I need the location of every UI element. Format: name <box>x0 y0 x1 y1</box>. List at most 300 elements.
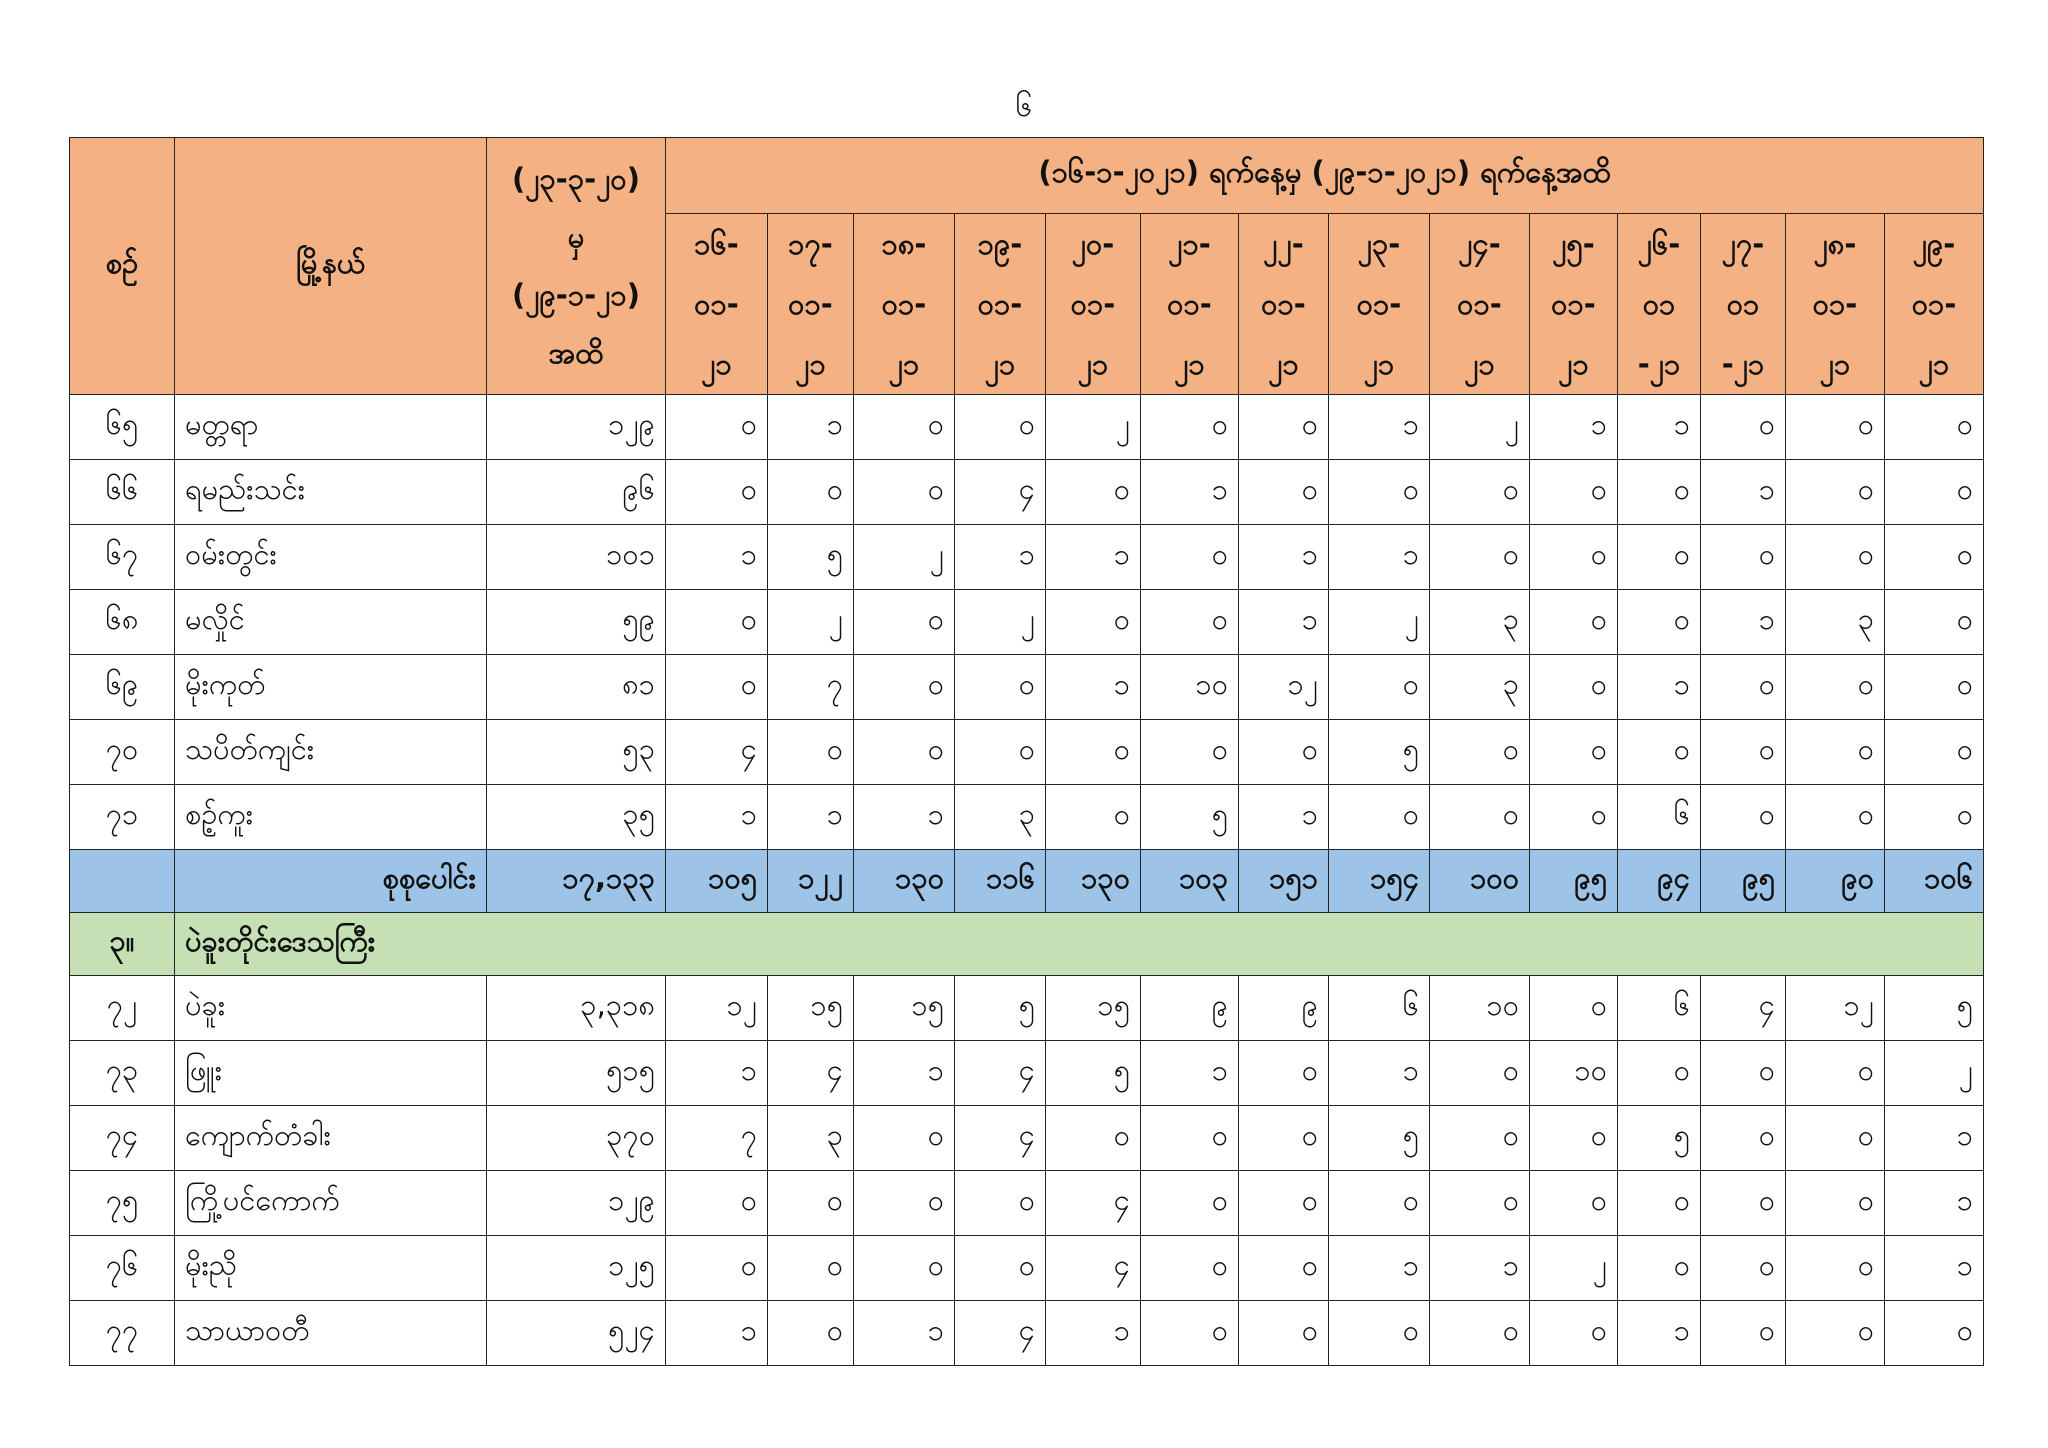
subtotal-value: ၁၀၀ <box>1430 850 1530 913</box>
daily-value: ၄ <box>955 1106 1046 1171</box>
date-part: ၀၁- <box>788 287 833 321</box>
daily-value: ၀ <box>1329 460 1430 525</box>
date-part: ၁၈- <box>881 227 927 261</box>
daily-value: ၀ <box>666 1171 768 1236</box>
table-row <box>70 1236 1984 1301</box>
daily-value: ၄ <box>1046 1171 1141 1236</box>
daily-value: ၁ <box>1530 395 1618 460</box>
date-part: ၂၁ <box>701 347 732 381</box>
daily-value: ၁ <box>1430 1236 1530 1301</box>
daily-value: ၀ <box>1239 1236 1329 1301</box>
daily-value: ၀ <box>1786 655 1885 720</box>
daily-value: ၀ <box>1618 460 1701 525</box>
daily-value: ၁ <box>1885 1236 1984 1301</box>
daily-value: ၀ <box>1141 1106 1239 1171</box>
daily-value: ၀ <box>1701 655 1786 720</box>
daily-value: ၁ <box>1701 590 1786 655</box>
table-row <box>70 1106 1984 1171</box>
table-row <box>70 1301 1984 1366</box>
daily-value: ၀ <box>1046 460 1141 525</box>
daily-value: ၁ <box>1329 1041 1430 1106</box>
subtotal-value: ၁၂၂ <box>768 850 854 913</box>
daily-value: ၀ <box>768 1301 854 1366</box>
daily-value: ၀ <box>1530 1171 1618 1236</box>
daily-value: ၀ <box>955 720 1046 785</box>
daily-value: ၀ <box>1618 1041 1701 1106</box>
date-part: ၀၁- <box>1356 287 1402 321</box>
row-index: ၇၆ <box>70 1236 175 1301</box>
subtotal-value: ၉၄ <box>1618 850 1701 913</box>
date-part: ၀၁- <box>1070 287 1116 321</box>
date-part: ၂၆- <box>1637 227 1681 261</box>
daily-value: ၅ <box>1141 785 1239 850</box>
daily-value: ၀ <box>1530 1301 1618 1366</box>
daily-value: ၁ <box>1618 395 1701 460</box>
header-date <box>1329 214 1430 395</box>
header-date <box>955 214 1046 395</box>
region-name: ပဲခူးတိုင်းဒေသကြီး <box>175 913 1984 976</box>
header-date <box>1885 214 1984 395</box>
table-row <box>70 655 1984 720</box>
table-header <box>70 138 1984 395</box>
daily-value: ၀ <box>1885 460 1984 525</box>
row-index: ၆၆ <box>70 460 175 525</box>
daily-value: ၀ <box>1701 785 1786 850</box>
daily-value: ၄ <box>666 720 768 785</box>
daily-value: ၀ <box>666 655 768 720</box>
cumulative-total: ၅၁၅ <box>487 1041 666 1106</box>
daily-value: ၂ <box>1885 1041 1984 1106</box>
daily-value: ၀ <box>1329 655 1430 720</box>
daily-value: ၀ <box>1618 525 1701 590</box>
cumulative-line-3: (၂၉-၁-၂၁) <box>511 278 640 312</box>
daily-value: ၁၀ <box>1530 1041 1618 1106</box>
daily-value: ၀ <box>1701 525 1786 590</box>
daily-value: ၀ <box>666 1236 768 1301</box>
daily-value: ၀ <box>1530 525 1618 590</box>
subtotal-value: ၉၅ <box>1701 850 1786 913</box>
cumulative-line-2: မှ <box>567 220 585 254</box>
daily-value: ၀ <box>1430 1301 1530 1366</box>
township-name: ရမည်းသင်း <box>175 460 487 525</box>
daily-value: ၇ <box>768 655 854 720</box>
header-township: မြို့နယ် <box>175 138 487 395</box>
daily-value: ၁၅ <box>768 976 854 1041</box>
daily-value: ၀ <box>1885 590 1984 655</box>
daily-value: ၀ <box>854 1171 955 1236</box>
daily-value: ၀ <box>1141 395 1239 460</box>
date-part: ၂၁ <box>1174 347 1205 381</box>
daily-value: ၀ <box>1430 525 1530 590</box>
daily-value: ၁ <box>666 525 768 590</box>
township-name: သပိတ်ကျင်း <box>175 720 487 785</box>
cumulative-total: ၅၉ <box>487 590 666 655</box>
daily-value: ၁ <box>1239 525 1329 590</box>
daily-value: ၀ <box>1530 785 1618 850</box>
date-part: ၂၀- <box>1071 227 1115 261</box>
daily-value: ၁ <box>1046 1301 1141 1366</box>
daily-value: ၀ <box>1885 655 1984 720</box>
daily-value: ၀ <box>1046 720 1141 785</box>
township-name: ဖြူး <box>175 1041 487 1106</box>
daily-value: ၀ <box>1239 720 1329 785</box>
row-index: ၇၁ <box>70 785 175 850</box>
township-name: မလှိုင် <box>175 590 487 655</box>
date-part: ၀၁- <box>694 287 739 321</box>
date-part: ၁၉- <box>977 227 1023 261</box>
daily-value: ၆ <box>1329 976 1430 1041</box>
date-part: ၁၇- <box>788 227 833 261</box>
table-row <box>70 720 1984 785</box>
daily-value: ၀ <box>666 395 768 460</box>
daily-value: ၀ <box>666 590 768 655</box>
township-name: ဝမ်းတွင်း <box>175 525 487 590</box>
subtotal-value: ၉၅ <box>1530 850 1618 913</box>
daily-value: ၀ <box>1786 1236 1885 1301</box>
subtotal-row <box>70 850 1984 913</box>
row-index: ၆၇ <box>70 525 175 590</box>
township-name: ကြို့ပင်ကောက် <box>175 1171 487 1236</box>
daily-value: ၆ <box>1618 976 1701 1041</box>
date-part: ၀၁- <box>881 287 927 321</box>
daily-value: ၃ <box>768 1106 854 1171</box>
daily-value: ၀ <box>1141 1301 1239 1366</box>
daily-value: ၀ <box>955 1171 1046 1236</box>
daily-value: ၀ <box>1786 785 1885 850</box>
date-part: ၂၇- <box>1721 227 1765 261</box>
daily-value: ၃ <box>1786 590 1885 655</box>
daily-value: ၁ <box>666 785 768 850</box>
daily-value: ၀ <box>1530 976 1618 1041</box>
daily-value: ၀ <box>1618 720 1701 785</box>
daily-value: ၀ <box>1786 460 1885 525</box>
cumulative-line-1: (၂၃-၃-၂၀) <box>511 162 640 196</box>
date-part: ၀၁ <box>1642 287 1676 321</box>
subtotal-value: ၁၁၆ <box>955 850 1046 913</box>
covid-cases-table <box>69 137 1984 1366</box>
daily-value: ၀ <box>1701 1106 1786 1171</box>
daily-value: ၉ <box>1141 976 1239 1041</box>
daily-value: ၀ <box>1618 1171 1701 1236</box>
daily-value: ၀ <box>1329 785 1430 850</box>
daily-value: ၀ <box>1430 460 1530 525</box>
row-index: ၇၄ <box>70 1106 175 1171</box>
daily-value: ၀ <box>1786 1106 1885 1171</box>
daily-value: ၀ <box>1701 1171 1786 1236</box>
daily-value: ၂ <box>1530 1236 1618 1301</box>
table-row <box>70 976 1984 1041</box>
date-part: ၂၁ <box>1077 347 1109 381</box>
date-part: ၂၁ <box>1819 347 1851 381</box>
daily-value: ၀ <box>1530 460 1618 525</box>
header-date <box>1701 214 1786 395</box>
date-part: ၂၁ <box>1558 347 1589 381</box>
daily-value: ၀ <box>1885 785 1984 850</box>
header-date <box>1530 214 1618 395</box>
daily-value: ၁ <box>768 785 854 850</box>
daily-value: ၀ <box>1239 1041 1329 1106</box>
daily-value: ၀ <box>1430 1171 1530 1236</box>
daily-value: ၄ <box>1701 976 1786 1041</box>
date-part: ၂၁ <box>1268 347 1299 381</box>
table-row <box>70 1041 1984 1106</box>
daily-value: ၀ <box>1329 1171 1430 1236</box>
daily-value: ၄ <box>955 460 1046 525</box>
daily-value: ၀ <box>955 1236 1046 1301</box>
row-index: ၇၀ <box>70 720 175 785</box>
date-part: ၀၁ <box>1726 287 1760 321</box>
daily-value: ၀ <box>854 1236 955 1301</box>
cumulative-total: ၈၁ <box>487 655 666 720</box>
daily-value: ၂ <box>1430 395 1530 460</box>
daily-value: ၁၅ <box>1046 976 1141 1041</box>
header-date <box>854 214 955 395</box>
daily-value: ၁ <box>666 1041 768 1106</box>
daily-value: ၁ <box>1885 1171 1984 1236</box>
daily-value: ၀ <box>768 460 854 525</box>
daily-value: ၀ <box>1786 395 1885 460</box>
daily-value: ၀ <box>1530 720 1618 785</box>
township-name: သာယာဝတီ <box>175 1301 487 1366</box>
cumulative-total: ၃,၃၁၈ <box>487 976 666 1041</box>
daily-value: ၁ <box>768 395 854 460</box>
daily-value: ၁ <box>1046 655 1141 720</box>
daily-value: ၀ <box>1786 1171 1885 1236</box>
daily-value: ၁ <box>1141 1041 1239 1106</box>
daily-value: ၁၂ <box>666 976 768 1041</box>
daily-value: ၀ <box>1618 590 1701 655</box>
daily-value: ၆ <box>1618 785 1701 850</box>
daily-value: ၀ <box>1329 1301 1430 1366</box>
table-row <box>70 785 1984 850</box>
date-part: ၁၆- <box>694 227 739 261</box>
daily-value: ၀ <box>1430 1106 1530 1171</box>
cumulative-total: ၉၆ <box>487 460 666 525</box>
daily-value: ၁ <box>854 1301 955 1366</box>
daily-value: ၀ <box>854 460 955 525</box>
township-name: ပဲခူး <box>175 976 487 1041</box>
date-part: ၀၁- <box>1167 287 1212 321</box>
daily-value: ၀ <box>1239 1301 1329 1366</box>
daily-value: ၀ <box>1530 1106 1618 1171</box>
daily-value: ၅ <box>1046 1041 1141 1106</box>
daily-value: ၁ <box>1329 1236 1430 1301</box>
subtotal-value: ၁၀၅ <box>666 850 768 913</box>
cumulative-total: ၃၅ <box>487 785 666 850</box>
daily-value: ၅ <box>1885 976 1984 1041</box>
table-row <box>70 395 1984 460</box>
township-name: မိုးကုတ် <box>175 655 487 720</box>
daily-value: ၀ <box>1046 785 1141 850</box>
daily-value: ၂ <box>1046 395 1141 460</box>
daily-value: ၁ <box>854 785 955 850</box>
cumulative-total: ၅၃ <box>487 720 666 785</box>
daily-value: ၀ <box>955 655 1046 720</box>
header-date <box>1239 214 1329 395</box>
daily-value: ၀ <box>768 1236 854 1301</box>
daily-value: ၀ <box>854 590 955 655</box>
subtotal-value: ၉၀ <box>1786 850 1885 913</box>
date-part: ၂၄- <box>1458 227 1501 261</box>
daily-value: ၃ <box>955 785 1046 850</box>
daily-value: ၁ <box>1329 395 1430 460</box>
daily-value: ၀ <box>1701 720 1786 785</box>
daily-value: ၅ <box>1329 720 1430 785</box>
daily-value: ၃ <box>1430 655 1530 720</box>
daily-value: ၀ <box>854 1106 955 1171</box>
daily-value: ၀ <box>768 720 854 785</box>
date-part: ၂၁ <box>1464 347 1495 381</box>
subtotal-blank <box>70 850 175 913</box>
subtotal-value: ၁၅၄ <box>1329 850 1430 913</box>
date-part: ၂၉- <box>1912 227 1956 261</box>
daily-value: ၂ <box>955 590 1046 655</box>
cumulative-total: ၁၂၉ <box>487 395 666 460</box>
daily-value: ၂ <box>768 590 854 655</box>
subtotal-cumulative: ၁၇,၁၃၃ <box>487 850 666 913</box>
header-date <box>1618 214 1701 395</box>
daily-value: ၂ <box>854 525 955 590</box>
date-part: ၂၁- <box>1168 227 1211 261</box>
daily-value: ၁၂ <box>1239 655 1329 720</box>
daily-value: ၁၅ <box>854 976 955 1041</box>
daily-value: ၀ <box>1885 1301 1984 1366</box>
header-index: စဉ် <box>70 138 175 395</box>
date-part: ၀၁- <box>1812 287 1858 321</box>
daily-value: ၀ <box>1885 395 1984 460</box>
township-name: ကျောက်တံခါး <box>175 1106 487 1171</box>
subtotal-label: စုစုပေါင်း <box>175 850 487 913</box>
daily-value: ၁ <box>1329 525 1430 590</box>
daily-value: ၀ <box>1530 590 1618 655</box>
daily-value: ၁ <box>955 525 1046 590</box>
daily-value: ၄ <box>955 1301 1046 1366</box>
daily-value: ၀ <box>854 395 955 460</box>
date-part: ၂၁ <box>1363 347 1395 381</box>
date-part: ၀၁- <box>977 287 1023 321</box>
daily-value: ၁ <box>1046 525 1141 590</box>
subtotal-value: ၁၃၀ <box>1046 850 1141 913</box>
daily-value: ၀ <box>1141 720 1239 785</box>
township-name: စဉ့်ကူး <box>175 785 487 850</box>
daily-value: ၃ <box>1430 590 1530 655</box>
daily-value: ၀ <box>1430 720 1530 785</box>
daily-value: ၀ <box>666 460 768 525</box>
daily-value: ၇ <box>666 1106 768 1171</box>
daily-value: ၀ <box>1786 525 1885 590</box>
region-index: ၃။ <box>70 913 175 976</box>
date-part: ၂၃- <box>1357 227 1401 261</box>
cumulative-total: ၁၂၅ <box>487 1236 666 1301</box>
daily-value: ၀ <box>1885 525 1984 590</box>
daily-value: ၀ <box>1141 525 1239 590</box>
daily-value: ၀ <box>1239 395 1329 460</box>
daily-value: ၁ <box>1618 655 1701 720</box>
daily-value: ၀ <box>768 1171 854 1236</box>
township-name: မတ္တရာ <box>175 395 487 460</box>
daily-value: ၀ <box>955 395 1046 460</box>
table-row <box>70 460 1984 525</box>
date-part: ၂၁ <box>984 347 1016 381</box>
row-index: ၆၅ <box>70 395 175 460</box>
date-part: ၂၂- <box>1263 227 1304 261</box>
daily-value: ၀ <box>1786 1301 1885 1366</box>
daily-value: ၄ <box>955 1041 1046 1106</box>
daily-value: ၁ <box>1141 460 1239 525</box>
cumulative-total: ၁၂၉ <box>487 1171 666 1236</box>
row-index: ၇၅ <box>70 1171 175 1236</box>
daily-value: ၅ <box>1329 1106 1430 1171</box>
row-index: ၇၇ <box>70 1301 175 1366</box>
daily-value: ၀ <box>1239 460 1329 525</box>
cumulative-line-4: အထိ <box>548 336 604 370</box>
daily-value: ၁ <box>1239 785 1329 850</box>
header-cumulative <box>487 138 666 395</box>
daily-value: ၁၀ <box>1430 976 1530 1041</box>
region-row <box>70 913 1984 976</box>
row-index: ၇၂ <box>70 976 175 1041</box>
date-part: ၀၁- <box>1911 287 1957 321</box>
date-part: ၂၁ <box>888 347 920 381</box>
daily-value: ၀ <box>1786 720 1885 785</box>
township-name: မိုးညို <box>175 1236 487 1301</box>
daily-value: ၁ <box>854 1041 955 1106</box>
daily-value: ၁ <box>1885 1106 1984 1171</box>
header-date <box>1786 214 1885 395</box>
daily-value: ၁ <box>666 1301 768 1366</box>
header-date <box>666 214 768 395</box>
date-part: ၂၅- <box>1552 227 1595 261</box>
daily-value: ၀ <box>1530 655 1618 720</box>
date-part: -၂၁ <box>1637 347 1681 381</box>
table-body <box>70 395 1984 1366</box>
daily-value: ၀ <box>1046 590 1141 655</box>
daily-value: ၀ <box>1701 1236 1786 1301</box>
date-part: ၂၈- <box>1813 227 1857 261</box>
daily-value: ၀ <box>1430 785 1530 850</box>
row-index: ၆၉ <box>70 655 175 720</box>
daily-value: ၅ <box>955 976 1046 1041</box>
daily-value: ၀ <box>854 720 955 785</box>
daily-value: ၄ <box>1046 1236 1141 1301</box>
daily-value: ၀ <box>1701 1301 1786 1366</box>
subtotal-value: ၁၃၀ <box>854 850 955 913</box>
page-number: ၆ <box>1015 89 1033 124</box>
date-part: ၀၁- <box>1261 287 1306 321</box>
daily-value: ၀ <box>854 655 955 720</box>
daily-value: ၀ <box>1239 1171 1329 1236</box>
date-part: ၀၁- <box>1457 287 1502 321</box>
date-part: ၂၁ <box>1918 347 1950 381</box>
cumulative-total: ၃၇၀ <box>487 1106 666 1171</box>
daily-value: ၀ <box>1701 395 1786 460</box>
daily-value: ၁၀ <box>1141 655 1239 720</box>
date-part: ၀၁- <box>1551 287 1596 321</box>
daily-value: ၁ <box>1701 460 1786 525</box>
date-part: -၂၁ <box>1721 347 1765 381</box>
daily-value: ၁ <box>1618 1301 1701 1366</box>
subtotal-value: ၁၅၁ <box>1239 850 1329 913</box>
table-row <box>70 1171 1984 1236</box>
daily-value: ၀ <box>1239 1106 1329 1171</box>
daily-value: ၀ <box>1430 1041 1530 1106</box>
header-date <box>768 214 854 395</box>
header-date <box>1430 214 1530 395</box>
daily-value: ၀ <box>1618 1236 1701 1301</box>
cumulative-total: ၁၀၁ <box>487 525 666 590</box>
daily-value: ၀ <box>1141 1171 1239 1236</box>
daily-value: ၄ <box>768 1041 854 1106</box>
